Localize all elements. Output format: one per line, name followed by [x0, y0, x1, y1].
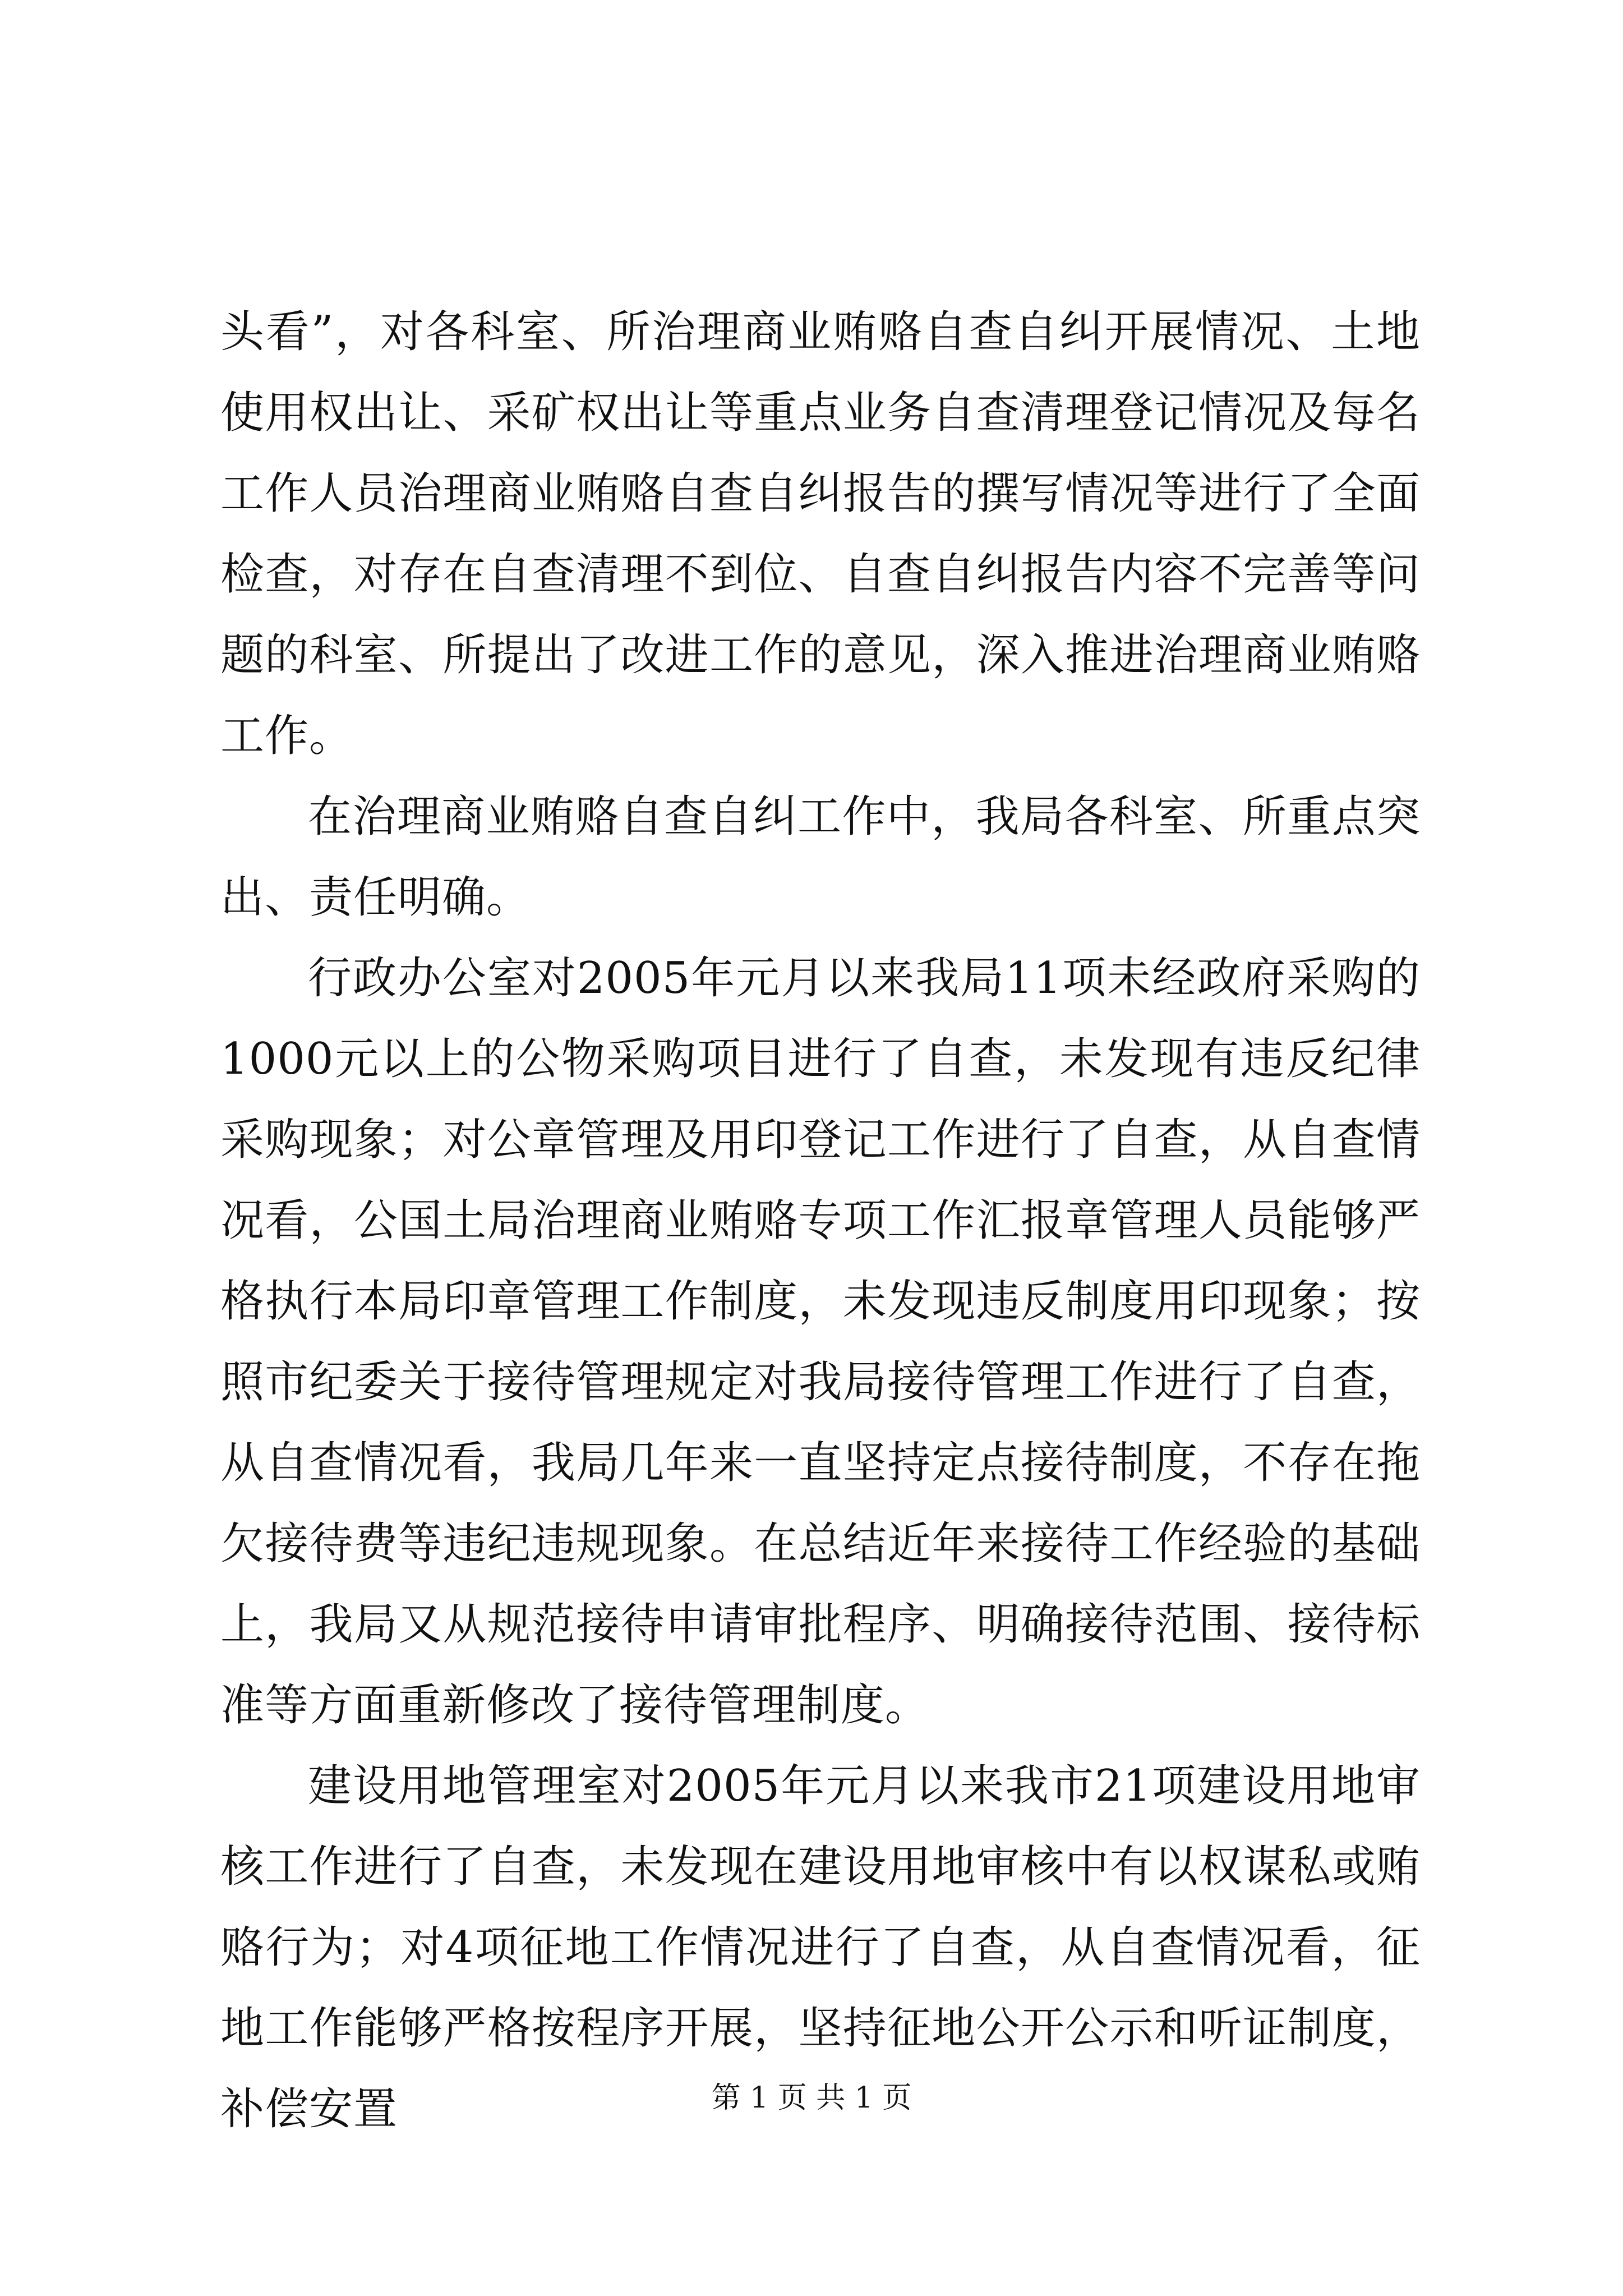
page-number-footer: 第 1 页 共 1 页	[711, 2081, 912, 2115]
paragraph-continuation: 头看”，对各科室、所治理商业贿赂自查自纠开展情况、土地使用权出让、采矿权出让等重点业务自查清理登记情况及每名工作人员治理商业贿赂自查自纠报告的撰写情况等进行了全面检查，对存在自查清理不到位、自查自纠报告内容不完善等问题的科室、所提出了改进工作的意见，深入推进治理商业贿赂工作。	[220, 307, 1421, 761]
paragraph-summary: 在治理商业贿赂自查自纠工作中，我局各科室、所重点突出、责任明确。	[220, 792, 1421, 923]
paragraph-land-management: 建设用地管理室对2005年元月以来我市21项建设用地审核工作进行了自查，未发现在建设用地审核中有以权谋私或贿赂行为；对4项征地工作情况进行了自查，从自查情况看，征地工作能够严格按程序开展，坚持征地公开公示和听证制度，补偿安置	[220, 1761, 1421, 2134]
document-body	[220, 292, 1421, 2150]
paragraph-admin-office: 行政办公室对2005年元月以来我局11项未经政府采购的1000元以上的公物采购项目进行了自查，未发现有违反纪律采购现象；对公章管理及用印登记工作进行了自查，从自查情况看，公国土局治理商业贿赂专项工作汇报章管理人员能够严格执行本局印章管理工作制度，未发现违反制度用印现象；按照市纪委关于接待管理规定对我局接待管理工作进行了自查，从自查情况看，我局几年来一直坚持定点接待制度，不存在拖欠接待费等违纪违规现象。在总结近年来接待工作经验的基础上，我局又从规范接待申请审批程序、明确接待范围、接待标准等方面重新修改了接待管理制度。	[220, 953, 1421, 1731]
